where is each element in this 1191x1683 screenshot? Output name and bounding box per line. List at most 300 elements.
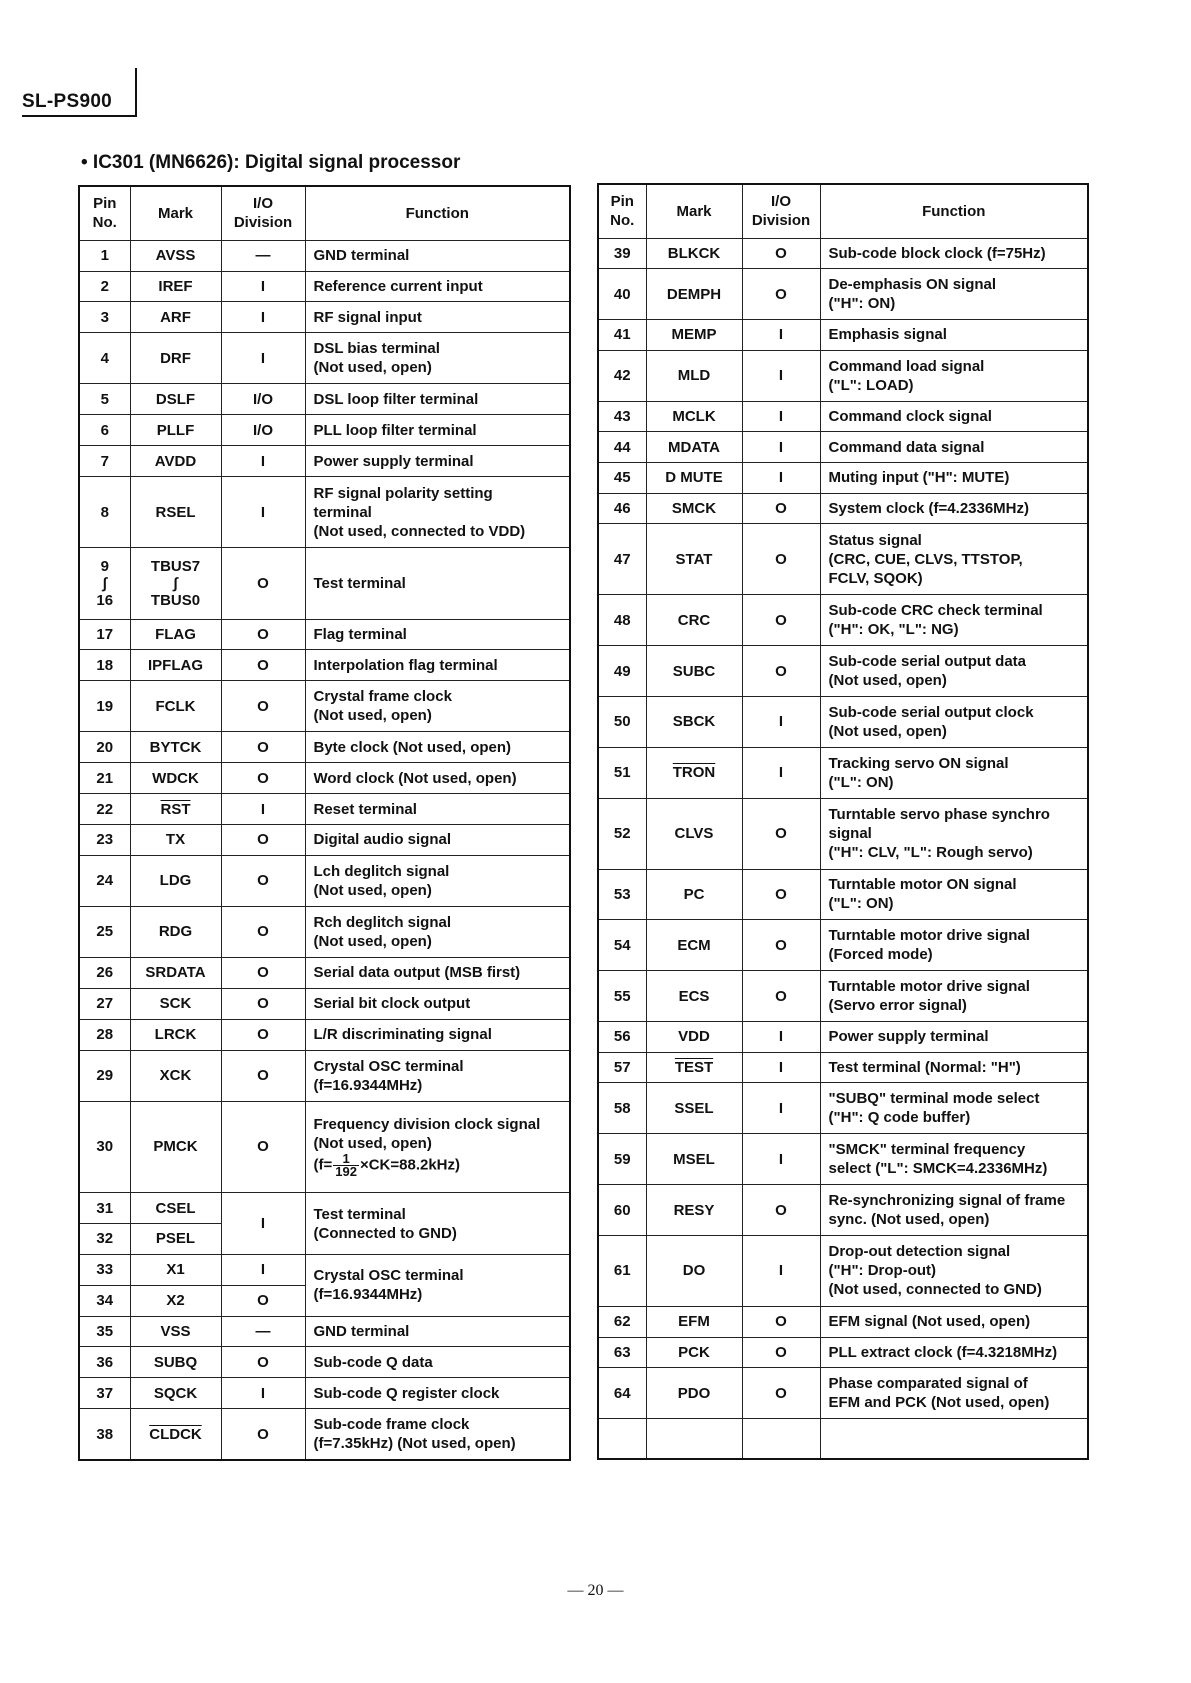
pin-mark-text: WDCK	[152, 769, 199, 787]
pin-mark	[130, 988, 221, 1019]
io-division	[221, 1019, 305, 1050]
pin-mark-text: SUBQ	[153, 1353, 198, 1371]
pin-mark	[130, 302, 221, 333]
table-row	[79, 548, 570, 619]
io-division-text: O	[257, 574, 269, 592]
pin-number-text: 57	[613, 1059, 631, 1077]
pin-number-text: 59	[613, 1150, 631, 1168]
pin-function	[820, 920, 1088, 971]
pin-number-text: 21	[96, 769, 114, 787]
pin-function-text: Sub-code serial output data (Not used, open)	[828, 653, 1027, 690]
pin-mark-text: RSEL	[155, 503, 196, 521]
table-row	[598, 462, 1088, 493]
pin-number	[79, 619, 130, 650]
pin-function	[820, 1052, 1088, 1083]
pin-mark-text: XCK	[159, 1067, 192, 1085]
pin-mark-text: TEST	[674, 1059, 714, 1077]
pin-number	[79, 906, 130, 957]
pin-mark	[130, 681, 221, 732]
pin-mark-text: TBUS7 ∫ TBUS0	[150, 557, 201, 609]
pin-number-text: 8	[100, 503, 109, 521]
io-division	[742, 1185, 820, 1236]
pin-mark	[646, 1337, 742, 1368]
io-division	[742, 1022, 820, 1053]
pin-mark	[646, 920, 742, 971]
io-division-text: I	[778, 1059, 784, 1077]
pin-mark	[130, 1101, 221, 1193]
pin-function	[820, 524, 1088, 595]
pin-mark	[130, 384, 221, 415]
table-row	[79, 1193, 570, 1224]
pin-mark-text: MDATA	[668, 438, 720, 456]
pin-number	[598, 524, 646, 595]
pin-mark	[130, 1316, 221, 1347]
pin-number	[598, 401, 646, 432]
pin-number	[598, 696, 646, 747]
pin-function-text: Re-synchronizing signal of frame sync. (Not used, open)	[828, 1192, 1066, 1229]
io-division	[221, 855, 305, 906]
pin-function	[820, 238, 1088, 269]
pin-function-text: System clock (f=4.2336MHz)	[828, 500, 1030, 518]
table-row	[79, 1019, 570, 1050]
pin-number-text: 46	[613, 500, 631, 518]
table-row	[598, 320, 1088, 351]
io-division-text: O	[257, 872, 269, 890]
pin-function-text: Emphasis signal	[828, 326, 947, 344]
pin-mark	[130, 415, 221, 446]
pin-mark	[646, 1306, 742, 1337]
pin-function	[820, 1306, 1088, 1337]
io-division	[742, 646, 820, 697]
pin-number	[598, 1022, 646, 1053]
pin-function-text: Turntable servo phase synchro signal ("H": CLV, "L": Rough servo)	[828, 806, 1050, 862]
pin-function	[305, 763, 570, 794]
io-division	[742, 1052, 820, 1083]
pin-function-text: GND terminal	[313, 247, 410, 265]
io-division	[742, 238, 820, 269]
io-division	[742, 401, 820, 432]
pin-function-text: Command load signal ("L": LOAD)	[828, 357, 985, 394]
pin-function	[305, 988, 570, 1019]
io-division-text: O	[257, 656, 269, 674]
pin-function	[305, 794, 570, 825]
pin-mark-text: PLLF	[156, 421, 195, 439]
io-division	[221, 548, 305, 619]
pin-mark-text: ECM	[677, 936, 711, 954]
pin-function	[820, 1022, 1088, 1053]
pin-number-text: 43	[613, 407, 631, 425]
header-mark: Mark	[646, 184, 742, 238]
io-division-text: O	[257, 1067, 269, 1085]
io-division	[742, 269, 820, 320]
pin-function	[305, 333, 570, 384]
pin-mark-text: D MUTE	[665, 469, 723, 487]
pin-function	[305, 855, 570, 906]
pin-mark-text: CLVS	[674, 825, 714, 843]
io-division	[742, 1083, 820, 1134]
pin-function-text: "SMCK" terminal frequency select ("L": SMCK=4.2336MHz)	[828, 1141, 1048, 1178]
pin-mark	[646, 1185, 742, 1236]
pin-function-text: Rch deglitch signal (Not used, open)	[313, 913, 452, 950]
pin-number	[598, 1368, 646, 1419]
pin-mark-text: PSEL	[155, 1230, 196, 1248]
io-division-text: I	[778, 764, 784, 782]
pin-number-text: 32	[96, 1230, 114, 1248]
pin-mark	[646, 462, 742, 493]
pin-number	[598, 269, 646, 320]
pin-function-text: PLL loop filter terminal	[313, 421, 477, 439]
pin-function-text: Interpolation flag terminal	[313, 656, 498, 674]
pin-function	[820, 971, 1088, 1022]
pin-function	[305, 1193, 570, 1255]
pin-number-text: 28	[96, 1026, 114, 1044]
pin-function-text: Serial data output (MSB first)	[313, 964, 521, 982]
io-division-text: O	[775, 285, 787, 303]
pin-mark-text: SQCK	[153, 1384, 198, 1402]
table-row	[79, 302, 570, 333]
io-division-text: O	[257, 1026, 269, 1044]
pin-mark-text: ARF	[160, 308, 191, 326]
pin-mark	[130, 824, 221, 855]
pin-function-text: PLL extract clock (f=4.3218MHz)	[828, 1343, 1058, 1361]
io-division-text: I	[778, 367, 784, 385]
io-division-text: I	[778, 713, 784, 731]
table-row	[79, 415, 570, 446]
io-division-text: I	[260, 308, 266, 326]
io-division-text: I	[260, 349, 266, 367]
io-division	[221, 1409, 305, 1460]
pin-function-text: EFM signal (Not used, open)	[828, 1313, 1031, 1331]
pin-function-text: Sub-code CRC check terminal ("H": OK, "L": NG)	[828, 602, 1043, 639]
io-division-text: O	[775, 611, 787, 629]
table-row	[79, 619, 570, 650]
pin-mark-text: SSEL	[674, 1099, 714, 1117]
pin-number-text: 22	[96, 800, 114, 818]
io-division	[742, 1337, 820, 1368]
pin-function	[305, 957, 570, 988]
pin-mark	[646, 238, 742, 269]
pin-function	[305, 384, 570, 415]
io-division-text: O	[775, 662, 787, 680]
pin-number-text: 44	[613, 438, 631, 456]
io-division	[742, 432, 820, 463]
table-row	[598, 524, 1088, 595]
io-division	[221, 957, 305, 988]
pin-mark-text: CRC	[677, 611, 711, 629]
io-division-text: O	[257, 1138, 269, 1156]
pin-number	[598, 1052, 646, 1083]
pin-function-text: L/R discriminating signal	[313, 1026, 492, 1044]
io-division	[221, 1378, 305, 1409]
pin-number	[79, 763, 130, 794]
table-row	[598, 646, 1088, 697]
pin-function	[305, 650, 570, 681]
pin-function	[305, 240, 570, 271]
pin-mark	[646, 971, 742, 1022]
table-row	[79, 906, 570, 957]
pin-mark	[646, 747, 742, 798]
io-division	[742, 920, 820, 971]
pin-function	[820, 1185, 1088, 1236]
pin-number	[598, 238, 646, 269]
pin-mark	[646, 432, 742, 463]
pin-number-text: 18	[96, 656, 114, 674]
io-division	[221, 619, 305, 650]
pin-number	[79, 1316, 130, 1347]
io-division	[742, 869, 820, 920]
pin-number	[598, 320, 646, 351]
pin-mark-text: AVSS	[155, 247, 196, 265]
header-mark: Mark	[130, 186, 221, 240]
pin-number	[79, 415, 130, 446]
io-division	[221, 1254, 305, 1285]
io-division	[221, 1050, 305, 1101]
table-row	[79, 681, 570, 732]
table-row	[598, 1083, 1088, 1134]
pin-mark-text: TRON	[672, 764, 716, 782]
pin-number	[598, 798, 646, 869]
pin-function	[820, 595, 1088, 646]
io-division	[221, 415, 305, 446]
io-division-text: O	[257, 697, 269, 715]
io-division	[221, 650, 305, 681]
pin-number-text: 49	[613, 662, 631, 680]
io-division-text: O	[775, 987, 787, 1005]
io-division-text: O	[775, 1343, 787, 1361]
pin-mark	[130, 1254, 221, 1285]
io-division	[221, 1193, 305, 1255]
pin-number-text: 64	[613, 1384, 631, 1402]
pin-mark-text: VDD	[678, 1028, 710, 1046]
pin-function	[820, 1134, 1088, 1185]
io-division	[221, 732, 305, 763]
pin-function-text: RF signal polarity setting terminal (Not used, connected to VDD)	[313, 484, 526, 540]
pin-number	[79, 1224, 130, 1255]
io-division-text: I	[778, 326, 784, 344]
pin-number-text: 20	[96, 738, 114, 756]
section-heading: • IC301 (MN6626): Digital signal processor	[81, 152, 461, 173]
pin-mark	[130, 333, 221, 384]
io-division	[742, 1134, 820, 1185]
pin-number	[79, 302, 130, 333]
table-row	[598, 920, 1088, 971]
pin-mark-text: BLKCK	[667, 244, 721, 262]
table-row	[598, 493, 1088, 524]
io-division	[742, 696, 820, 747]
pin-function-text: Reset terminal	[313, 800, 417, 818]
pin-mark-text: DO	[682, 1262, 706, 1280]
table-row	[79, 271, 570, 302]
pin-number	[598, 432, 646, 463]
io-division	[221, 477, 305, 548]
io-division	[742, 462, 820, 493]
pin-function-text: Digital audio signal	[313, 831, 452, 849]
pin-function-text: Turntable motor drive signal (Servo error signal)	[828, 978, 1030, 1015]
pin-mark-text: CSEL	[155, 1199, 196, 1217]
pin-mark	[130, 794, 221, 825]
pin-function	[820, 1368, 1088, 1419]
pmck-formula	[314, 1153, 570, 1178]
pin-number	[598, 1185, 646, 1236]
io-division	[221, 906, 305, 957]
table-row	[598, 696, 1088, 747]
pin-mark	[130, 1050, 221, 1101]
io-division	[742, 1306, 820, 1337]
io-division-text: O	[257, 923, 269, 941]
pin-mark-text: LRCK	[154, 1026, 197, 1044]
io-division-text: O	[257, 1425, 269, 1443]
pin-function-text: De-emphasis ON signal ("H": ON)	[828, 276, 997, 313]
pin-mark	[130, 240, 221, 271]
pin-mark	[646, 269, 742, 320]
pin-function-text: Command clock signal	[828, 407, 992, 425]
pin-function	[305, 1378, 570, 1409]
pin-function-text: Word clock (Not used, open)	[313, 769, 517, 787]
io-division-text: I	[260, 278, 266, 296]
formula-fraction	[333, 1153, 359, 1178]
io-division-text: I	[260, 1215, 266, 1233]
io-division	[221, 384, 305, 415]
pin-function-text: Crystal OSC terminal (f=16.9344MHz)	[313, 1267, 464, 1304]
io-division	[221, 302, 305, 333]
pin-number	[79, 1254, 130, 1285]
pin-number	[79, 548, 130, 619]
pin-number	[79, 855, 130, 906]
pin-mark	[130, 1193, 221, 1224]
pin-number	[598, 1337, 646, 1368]
io-division	[221, 1101, 305, 1193]
table-row	[79, 333, 570, 384]
pin-mark-text: TX	[165, 831, 186, 849]
pin-mark-text: VSS	[160, 1323, 191, 1341]
pin-function-text: "SUBQ" terminal mode select ("H": Q code buffer)	[828, 1090, 1040, 1127]
pin-mark	[130, 763, 221, 794]
pin-function-text: Status signal (CRC, CUE, CLVS, TTSTOP, FCLV, SQOK)	[828, 531, 1023, 587]
pin-mark	[130, 1224, 221, 1255]
pin-mark-text: DRF	[160, 349, 191, 367]
pin-function-text: Test terminal	[313, 574, 406, 592]
pin-number-text: 51	[613, 764, 631, 782]
io-division-text: I	[778, 469, 784, 487]
pin-mark	[646, 493, 742, 524]
pin-function-text: GND terminal	[313, 1323, 410, 1341]
formula-denominator: 192	[335, 1164, 357, 1180]
header-pin-no: Pin No.	[79, 186, 130, 240]
pin-function	[305, 1050, 570, 1101]
pin-mark-text: SUBC	[672, 662, 716, 680]
pin-mark	[646, 1052, 742, 1083]
pin-number-text: 5	[100, 390, 109, 408]
pin-number	[79, 446, 130, 477]
pin-mark-text: AVDD	[154, 452, 197, 470]
pin-mark-text: MCLK	[672, 407, 716, 425]
pin-number-text: 24	[96, 872, 114, 890]
pin-mark	[130, 1019, 221, 1050]
pin-number	[79, 824, 130, 855]
pin-mark	[130, 1378, 221, 1409]
pin-mark	[646, 401, 742, 432]
pin-mark-text: RESY	[673, 1201, 715, 1219]
pin-number-text: 3	[100, 308, 109, 326]
io-division-text: I	[260, 1261, 266, 1279]
pin-function	[820, 320, 1088, 351]
pin-mark-text: RDG	[158, 923, 193, 941]
io-division-text: O	[257, 995, 269, 1013]
io-division-text: I	[778, 1262, 784, 1280]
pin-number	[79, 732, 130, 763]
table-row	[79, 794, 570, 825]
pin-function	[820, 462, 1088, 493]
pin-function	[305, 271, 570, 302]
header-io-division: I/O Division	[742, 184, 820, 238]
table-row	[79, 763, 570, 794]
formula-numerator: 1	[333, 1153, 359, 1166]
pin-table-left	[78, 185, 571, 1461]
pin-number-text: 26	[96, 964, 114, 982]
io-division	[221, 240, 305, 271]
pin-number-text: 4	[100, 349, 109, 367]
pin-number-text: 19	[96, 697, 114, 715]
pin-mark	[130, 271, 221, 302]
io-division-text: O	[775, 936, 787, 954]
table-row	[598, 869, 1088, 920]
pin-function-text: DSL bias terminal (Not used, open)	[313, 340, 440, 377]
table-row	[79, 384, 570, 415]
pin-mark	[130, 957, 221, 988]
pin-mark	[646, 696, 742, 747]
pin-number	[598, 1083, 646, 1134]
pin-number	[79, 1347, 130, 1378]
pin-number	[598, 869, 646, 920]
io-division	[221, 271, 305, 302]
table-row	[79, 1409, 570, 1460]
table-row	[79, 650, 570, 681]
pin-mark	[646, 595, 742, 646]
pin-function-text: Muting input ("H": MUTE)	[828, 469, 1010, 487]
io-division-text: O	[775, 885, 787, 903]
pin-function-text: Tracking servo ON signal ("L": ON)	[828, 754, 1009, 791]
pin-number-text: 45	[613, 469, 631, 487]
pin-mark	[130, 1285, 221, 1316]
table-row	[598, 1368, 1088, 1419]
pin-function-text: Sub-code frame clock (f=7.35kHz) (Not used, open)	[313, 1416, 516, 1453]
pin-function	[820, 269, 1088, 320]
pin-mark	[646, 869, 742, 920]
pin-mark-text: IPFLAG	[148, 656, 203, 674]
io-division	[742, 971, 820, 1022]
pin-number-text: 47	[613, 550, 631, 568]
pin-function	[305, 477, 570, 548]
pin-function	[820, 432, 1088, 463]
pin-number-text: 27	[96, 995, 114, 1013]
table-row	[598, 971, 1088, 1022]
pin-number-text: 37	[96, 1384, 114, 1402]
pin-number-text: 35	[96, 1323, 114, 1341]
pin-number-text: 42	[613, 367, 631, 385]
pin-mark-text: FLAG	[155, 626, 196, 644]
pin-mark-text: X2	[166, 1292, 185, 1310]
header-function: Function	[820, 184, 1088, 238]
io-division-text: O	[775, 1384, 787, 1402]
pin-function	[305, 732, 570, 763]
table-row	[598, 747, 1088, 798]
io-division-text: O	[257, 626, 269, 644]
pin-number-text: 7	[100, 452, 109, 470]
pin-number	[598, 1235, 646, 1306]
pin-mark-text: IREF	[158, 278, 193, 296]
table-row	[598, 1022, 1088, 1053]
io-division	[221, 1316, 305, 1347]
